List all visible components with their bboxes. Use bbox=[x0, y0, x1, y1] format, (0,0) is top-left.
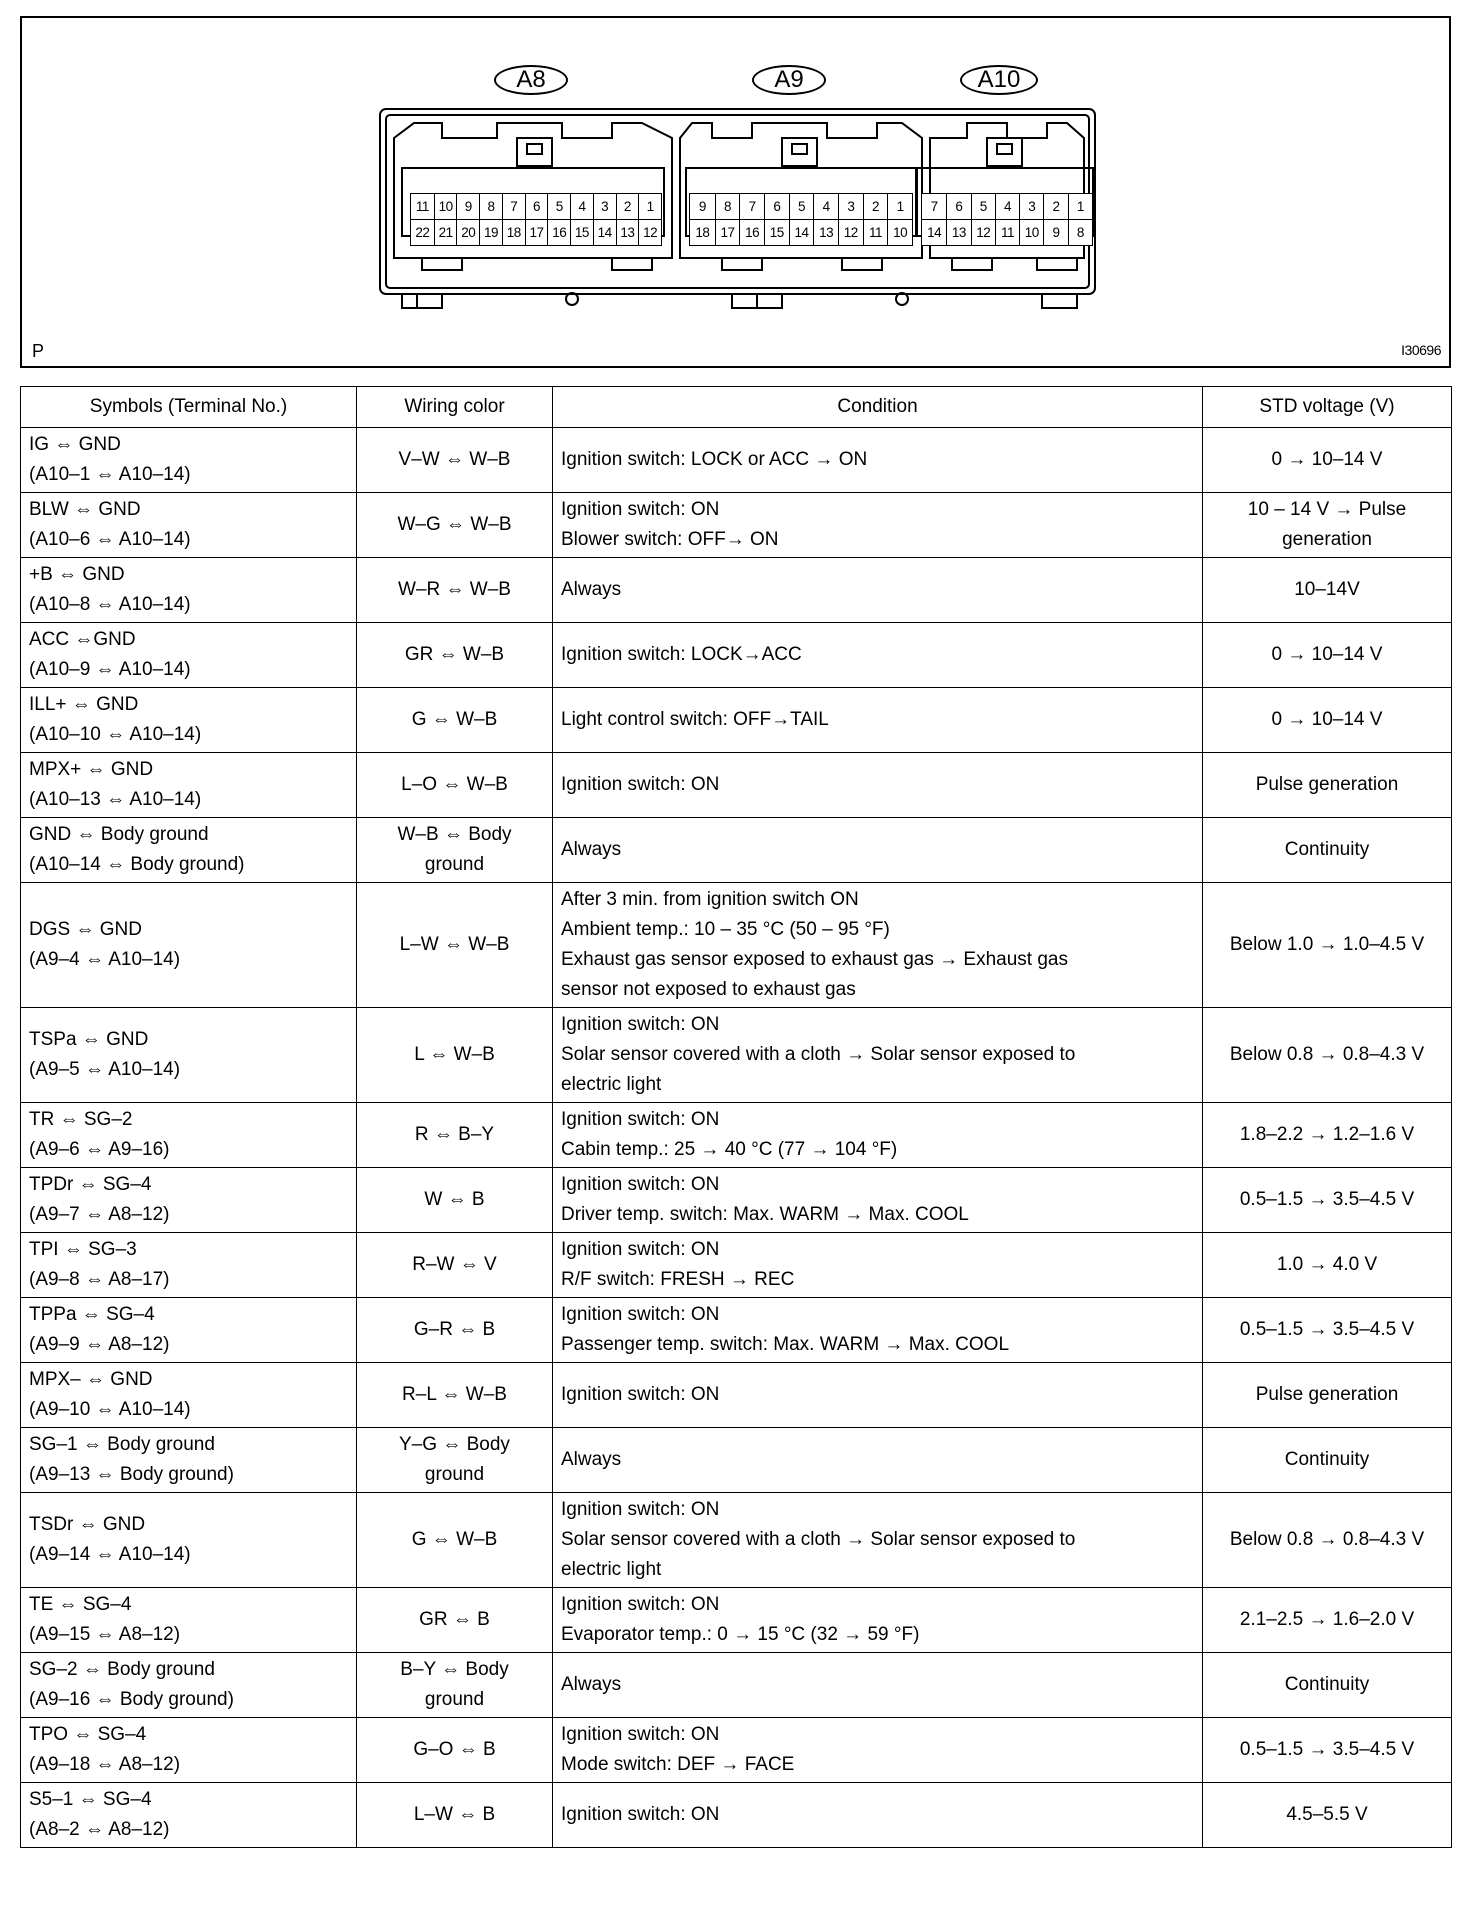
condition-cell-line: electric light bbox=[561, 1559, 662, 1580]
symbol-cell-line: TPDr ⇔ SG–4 bbox=[29, 1174, 152, 1195]
figure-id: I30696 bbox=[1401, 342, 1441, 358]
symbol-cell-line: TSPa ⇔ GND bbox=[29, 1029, 149, 1050]
symbol-cell bbox=[21, 1783, 357, 1848]
wiring-color-cell bbox=[357, 428, 553, 493]
pin-a9-17: 17 bbox=[715, 220, 740, 245]
symbol-cell-line: IG ⇔ GND bbox=[29, 434, 121, 455]
symbol-cell bbox=[21, 1493, 357, 1588]
symbol-cell-line: BLW ⇔ GND bbox=[29, 499, 141, 520]
symbol-cell bbox=[21, 1008, 357, 1103]
wiring-color-cell bbox=[357, 558, 553, 623]
wiring-color-cell-line: Y–G ⇔ Body bbox=[399, 1434, 510, 1455]
symbol-cell-line: S5–1 ⇔ SG–4 bbox=[29, 1789, 152, 1810]
symbol-cell-line: TPPa ⇔ SG–4 bbox=[29, 1304, 155, 1325]
wiring-color-cell-line: G ⇔ W–B bbox=[411, 1529, 498, 1550]
pin-a10-12: 12 bbox=[971, 220, 995, 245]
pin-a9-16: 16 bbox=[739, 220, 764, 245]
condition-cell-line: Ignition switch: ON bbox=[561, 1499, 720, 1520]
symbol-cell-line: (A10–10 ⇔ A10–14) bbox=[29, 724, 202, 745]
pin-a8-17: 17 bbox=[525, 220, 548, 245]
condition-cell-line: Solar sensor covered with a cloth → Solar sensor exposed to bbox=[561, 1529, 1076, 1550]
header-wiring-color: Wiring color bbox=[357, 387, 553, 428]
condition-cell-line: sensor not exposed to exhaust gas bbox=[561, 979, 856, 1000]
pin-a8-14: 14 bbox=[593, 220, 616, 245]
connector-a8-pins bbox=[410, 193, 662, 246]
header-symbols: Symbols (Terminal No.) bbox=[21, 387, 357, 428]
pin-a8-15: 15 bbox=[570, 220, 593, 245]
symbol-cell-line: (A9–18 ⇔ A8–12) bbox=[29, 1754, 181, 1775]
condition-cell-line: electric light bbox=[561, 1074, 662, 1095]
wiring-color-cell bbox=[357, 493, 553, 558]
condition-cell-line: Exhaust gas sensor exposed to exhaust gas → Exhaust gas bbox=[561, 949, 1068, 970]
pin-a9-15: 15 bbox=[764, 220, 789, 245]
std-voltage-cell bbox=[1203, 428, 1452, 493]
condition-cell-line: Blower switch: OFF→ ON bbox=[561, 529, 779, 550]
symbol-cell-line: MPX+ ⇔ GND bbox=[29, 759, 154, 780]
condition-cell-line: R/F switch: FRESH → REC bbox=[561, 1269, 795, 1290]
pin-a9-8: 8 bbox=[715, 194, 740, 220]
connector-a10-pins bbox=[921, 193, 1093, 246]
condition-cell-line: Ignition switch: ON bbox=[561, 1304, 720, 1325]
condition-cell bbox=[553, 493, 1203, 558]
symbol-cell-line: (A9–8 ⇔ A8–17) bbox=[29, 1269, 170, 1290]
std-voltage-cell-line: 2.1–2.5 → 1.6–2.0 V bbox=[1239, 1609, 1415, 1630]
connector-a8-label: A8 bbox=[494, 65, 568, 95]
std-voltage-cell bbox=[1203, 623, 1452, 688]
std-voltage-cell bbox=[1203, 1588, 1452, 1653]
pin-a8-21: 21 bbox=[434, 220, 457, 245]
wiring-color-cell-line: R ⇔ B–Y bbox=[414, 1124, 495, 1145]
pin-a9-14: 14 bbox=[789, 220, 814, 245]
pin-a9-4: 4 bbox=[813, 194, 838, 220]
condition-cell-line: Always bbox=[561, 839, 622, 860]
pin-a9-12: 12 bbox=[838, 220, 863, 245]
pin-a10-4: 4 bbox=[995, 194, 1019, 220]
symbol-cell-line: (A9–13 ⇔ Body ground) bbox=[29, 1464, 234, 1485]
symbol-cell-line: (A9–9 ⇔ A8–12) bbox=[29, 1334, 170, 1355]
pin-a10-1: 1 bbox=[1068, 194, 1092, 220]
condition-cell bbox=[553, 558, 1203, 623]
table-row bbox=[21, 1428, 1452, 1493]
condition-cell bbox=[553, 428, 1203, 493]
condition-cell bbox=[553, 1588, 1203, 1653]
pin-a8-2: 2 bbox=[616, 194, 639, 220]
pin-a9-11: 11 bbox=[863, 220, 888, 245]
std-voltage-cell bbox=[1203, 1363, 1452, 1428]
pin-a8-22: 22 bbox=[415, 225, 430, 240]
pin-a10-7: 7 bbox=[922, 194, 946, 220]
symbol-cell-line: (A10–13 ⇔ A10–14) bbox=[29, 789, 202, 810]
symbol-cell bbox=[21, 493, 357, 558]
pin-a8-12: 12 bbox=[638, 220, 661, 245]
symbol-cell-line: SG–1 ⇔ Body ground bbox=[29, 1434, 215, 1455]
table-row bbox=[21, 688, 1452, 753]
table-row bbox=[21, 1783, 1452, 1848]
condition-cell-line: Cabin temp.: 25 → 40 °C (77 → 104 °F) bbox=[561, 1139, 898, 1160]
wiring-color-cell-line: L–W ⇔ W–B bbox=[399, 934, 510, 955]
condition-cell bbox=[553, 1233, 1203, 1298]
wiring-color-cell bbox=[357, 1783, 553, 1848]
condition-cell-line: Always bbox=[561, 1449, 622, 1470]
condition-cell bbox=[553, 1298, 1203, 1363]
wiring-color-cell bbox=[357, 1233, 553, 1298]
pin-a10-8: 8 bbox=[1068, 220, 1092, 245]
std-voltage-cell-line: 0.5–1.5 → 3.5–4.5 V bbox=[1239, 1319, 1415, 1340]
std-voltage-cell bbox=[1203, 688, 1452, 753]
symbol-cell-line: (A9–6 ⇔ A9–16) bbox=[29, 1139, 170, 1160]
symbol-cell-line: (A9–10 ⇔ A10–14) bbox=[29, 1399, 191, 1420]
pin-a9-6: 6 bbox=[764, 194, 789, 220]
symbol-cell-line: (A9–7 ⇔ A8–12) bbox=[29, 1204, 170, 1225]
wiring-color-cell-line: B–Y ⇔ Body bbox=[400, 1659, 509, 1680]
symbol-cell-line: (A9–4 ⇔ A10–14) bbox=[29, 949, 181, 970]
wiring-color-cell bbox=[357, 688, 553, 753]
condition-cell bbox=[553, 1008, 1203, 1103]
symbol-cell-line: TPO ⇔ SG–4 bbox=[29, 1724, 147, 1745]
wiring-color-cell bbox=[357, 753, 553, 818]
std-voltage-cell-line: 0.5–1.5 → 3.5–4.5 V bbox=[1239, 1739, 1415, 1760]
condition-cell-line: Light control switch: OFF→TAIL bbox=[561, 709, 829, 730]
symbol-cell bbox=[21, 1168, 357, 1233]
table-row bbox=[21, 883, 1452, 1008]
symbol-cell bbox=[21, 1588, 357, 1653]
condition-cell bbox=[553, 688, 1203, 753]
std-voltage-cell bbox=[1203, 1653, 1452, 1718]
wiring-color-cell-line: W–B ⇔ Body bbox=[397, 824, 512, 845]
symbol-cell-line: (A8–2 ⇔ A8–12) bbox=[29, 1819, 170, 1840]
pin-a8-4: 4 bbox=[570, 194, 593, 220]
symbol-cell-line: (A10–8 ⇔ A10–14) bbox=[29, 594, 191, 615]
std-voltage-cell bbox=[1203, 1493, 1452, 1588]
symbol-cell-line: (A9–14 ⇔ A10–14) bbox=[29, 1544, 191, 1565]
symbol-cell bbox=[21, 1718, 357, 1783]
condition-cell-line: Ignition switch: ON bbox=[561, 1594, 720, 1615]
pin-a9-7: 7 bbox=[739, 194, 764, 220]
wiring-color-cell-line: G–R ⇔ B bbox=[413, 1319, 496, 1340]
pin-a9-18: 18 bbox=[695, 225, 710, 240]
pin-a10-13: 13 bbox=[946, 220, 970, 245]
symbol-cell bbox=[21, 1653, 357, 1718]
pin-a8-6: 6 bbox=[525, 194, 548, 220]
condition-cell bbox=[553, 1653, 1203, 1718]
std-voltage-cell-line: 0 → 10–14 V bbox=[1271, 449, 1383, 470]
std-voltage-cell bbox=[1203, 883, 1452, 1008]
wiring-color-cell bbox=[357, 1493, 553, 1588]
table-row bbox=[21, 1718, 1452, 1783]
table-row bbox=[21, 1233, 1452, 1298]
table-row bbox=[21, 1588, 1452, 1653]
condition-cell-line: Always bbox=[561, 579, 622, 600]
symbol-cell-line: (A10–14 ⇔ Body ground) bbox=[29, 854, 245, 875]
pin-a8-13: 13 bbox=[616, 220, 639, 245]
wiring-color-cell-line: L ⇔ W–B bbox=[414, 1044, 495, 1065]
std-voltage-cell-line: 1.0 → 4.0 V bbox=[1276, 1254, 1378, 1275]
condition-cell bbox=[553, 1103, 1203, 1168]
pin-a10-3: 3 bbox=[1019, 194, 1043, 220]
wiring-color-cell-line: R–W ⇔ V bbox=[412, 1254, 497, 1275]
pin-a10-9: 9 bbox=[1043, 220, 1067, 245]
std-voltage-cell-line: 4.5–5.5 V bbox=[1286, 1804, 1368, 1825]
header-std-voltage: STD voltage (V) bbox=[1203, 387, 1452, 428]
std-voltage-cell-line: Pulse generation bbox=[1255, 1384, 1399, 1405]
std-voltage-cell bbox=[1203, 818, 1452, 883]
pin-a9-9: 9 bbox=[690, 194, 715, 220]
header-condition: Condition bbox=[553, 387, 1203, 428]
std-voltage-cell bbox=[1203, 1428, 1452, 1493]
condition-cell-line: Ignition switch: ON bbox=[561, 1174, 720, 1195]
table-row bbox=[21, 558, 1452, 623]
symbol-cell bbox=[21, 1298, 357, 1363]
wiring-color-cell-line: GR ⇔ B bbox=[419, 1609, 490, 1630]
condition-cell-line: Passenger temp. switch: Max. WARM → Max. COOL bbox=[561, 1334, 1010, 1355]
pin-a8-19: 19 bbox=[479, 220, 502, 245]
table-row bbox=[21, 1103, 1452, 1168]
table-row bbox=[21, 753, 1452, 818]
condition-cell-line: Ignition switch: ON bbox=[561, 1239, 720, 1260]
table-row bbox=[21, 1298, 1452, 1363]
symbol-cell-line: (A10–1 ⇔ A10–14) bbox=[29, 464, 191, 485]
std-voltage-cell-line: Continuity bbox=[1284, 839, 1370, 860]
symbol-cell-line: MPX– ⇔ GND bbox=[29, 1369, 153, 1390]
table-row bbox=[21, 493, 1452, 558]
symbol-cell-line: (A9–16 ⇔ Body ground) bbox=[29, 1689, 234, 1710]
symbol-cell-line: ACC ⇔GND bbox=[29, 629, 136, 650]
std-voltage-cell bbox=[1203, 753, 1452, 818]
symbol-cell-line: GND ⇔ Body ground bbox=[29, 824, 209, 845]
pin-a10-14: 14 bbox=[927, 225, 942, 240]
connector-a9-label: A9 bbox=[752, 65, 826, 95]
std-voltage-cell-line: Pulse generation bbox=[1255, 774, 1399, 795]
wiring-color-cell-line: L–W ⇔ B bbox=[413, 1804, 496, 1825]
std-voltage-cell-line: Continuity bbox=[1284, 1449, 1370, 1470]
wiring-color-cell-line: G–O ⇔ B bbox=[413, 1739, 496, 1760]
symbol-cell-line: DGS ⇔ GND bbox=[29, 919, 142, 940]
wiring-color-cell bbox=[357, 1008, 553, 1103]
pin-a8-20: 20 bbox=[456, 220, 479, 245]
symbol-cell bbox=[21, 883, 357, 1008]
wiring-color-cell-line: L–O ⇔ W–B bbox=[401, 774, 508, 795]
wiring-color-cell bbox=[357, 1168, 553, 1233]
wiring-color-cell bbox=[357, 623, 553, 688]
wiring-color-cell bbox=[357, 1428, 553, 1493]
symbol-cell bbox=[21, 818, 357, 883]
symbol-cell bbox=[21, 1233, 357, 1298]
condition-cell bbox=[553, 623, 1203, 688]
condition-cell-line: Mode switch: DEF → FACE bbox=[561, 1754, 795, 1775]
symbol-cell-line: ILL+ ⇔ GND bbox=[29, 694, 139, 715]
wiring-color-cell bbox=[357, 1653, 553, 1718]
pin-a10-10: 10 bbox=[1019, 220, 1043, 245]
condition-cell-line: Driver temp. switch: Max. WARM → Max. COOL bbox=[561, 1204, 969, 1225]
symbol-cell bbox=[21, 1363, 357, 1428]
condition-cell-line: Solar sensor covered with a cloth → Solar sensor exposed to bbox=[561, 1044, 1076, 1065]
std-voltage-cell-line: 10–14V bbox=[1294, 579, 1360, 600]
table-header-row bbox=[21, 387, 1452, 428]
symbol-cell-line: TR ⇔ SG–2 bbox=[29, 1109, 133, 1130]
table-row bbox=[21, 1493, 1452, 1588]
wiring-color-cell-line: W ⇔ B bbox=[424, 1189, 485, 1210]
symbol-cell bbox=[21, 688, 357, 753]
std-voltage-cell-line: 0 → 10–14 V bbox=[1271, 709, 1383, 730]
symbol-cell-line: TSDr ⇔ GND bbox=[29, 1514, 146, 1535]
std-voltage-cell-line: Below 0.8 → 0.8–4.3 V bbox=[1229, 1044, 1425, 1065]
symbol-cell bbox=[21, 623, 357, 688]
std-voltage-cell-line: 1.8–2.2 → 1.2–1.6 V bbox=[1239, 1124, 1415, 1145]
symbol-cell bbox=[21, 1428, 357, 1493]
condition-cell bbox=[553, 1428, 1203, 1493]
wiring-color-cell-line: V–W ⇔ W–B bbox=[398, 449, 511, 470]
std-voltage-cell bbox=[1203, 1298, 1452, 1363]
condition-cell bbox=[553, 753, 1203, 818]
condition-cell-line: Evaporator temp.: 0 → 15 °C (32 → 59 °F) bbox=[561, 1624, 920, 1645]
wiring-color-cell bbox=[357, 1363, 553, 1428]
std-voltage-cell bbox=[1203, 1233, 1452, 1298]
symbol-cell-line: TPI ⇔ SG–3 bbox=[29, 1239, 137, 1260]
std-voltage-cell-line: 0.5–1.5 → 3.5–4.5 V bbox=[1239, 1189, 1415, 1210]
std-voltage-cell-line: 10 – 14 V → Pulse bbox=[1247, 499, 1407, 520]
condition-cell-line: Ambient temp.: 10 – 35 °C (50 – 95 °F) bbox=[561, 919, 890, 940]
pin-a8-9: 9 bbox=[456, 194, 479, 220]
connector-diagram bbox=[20, 16, 1451, 368]
table-row bbox=[21, 1168, 1452, 1233]
symbol-cell-line: +B ⇔ GND bbox=[29, 564, 125, 585]
connector-a9-pins bbox=[689, 193, 913, 246]
table-row bbox=[21, 1363, 1452, 1428]
condition-cell bbox=[553, 883, 1203, 1008]
table-row bbox=[21, 1653, 1452, 1718]
condition-cell-line: Ignition switch: ON bbox=[561, 1014, 720, 1035]
pin-a8-10: 10 bbox=[434, 194, 457, 220]
wiring-color-cell-line: ground bbox=[424, 1689, 485, 1710]
symbol-cell bbox=[21, 753, 357, 818]
wiring-color-cell bbox=[357, 1103, 553, 1168]
symbol-cell bbox=[21, 428, 357, 493]
condition-cell bbox=[553, 818, 1203, 883]
pin-a8-7: 7 bbox=[502, 194, 525, 220]
symbol-cell-line: SG–2 ⇔ Body ground bbox=[29, 1659, 215, 1680]
wiring-color-cell bbox=[357, 1718, 553, 1783]
symbol-cell bbox=[21, 558, 357, 623]
pin-a9-1: 1 bbox=[887, 194, 912, 220]
condition-cell bbox=[553, 1363, 1203, 1428]
wiring-color-cell-line: ground bbox=[424, 1464, 485, 1485]
condition-cell-line: Ignition switch: ON bbox=[561, 1724, 720, 1745]
terminal-voltage-table bbox=[20, 386, 1452, 1848]
pin-a9-13: 13 bbox=[813, 220, 838, 245]
pin-a10-5: 5 bbox=[971, 194, 995, 220]
condition-cell-line: Ignition switch: ON bbox=[561, 1109, 720, 1130]
pin-a9-2: 2 bbox=[863, 194, 888, 220]
std-voltage-cell-line: generation bbox=[1282, 529, 1372, 550]
table-row bbox=[21, 428, 1452, 493]
std-voltage-cell bbox=[1203, 558, 1452, 623]
condition-cell bbox=[553, 1718, 1203, 1783]
table-body bbox=[21, 428, 1452, 1848]
wiring-color-cell bbox=[357, 1298, 553, 1363]
symbol-cell bbox=[21, 1103, 357, 1168]
std-voltage-cell bbox=[1203, 1103, 1452, 1168]
std-voltage-cell bbox=[1203, 1008, 1452, 1103]
condition-cell bbox=[553, 1168, 1203, 1233]
pin-a8-8: 8 bbox=[479, 194, 502, 220]
wiring-color-cell bbox=[357, 883, 553, 1008]
symbol-cell-line: (A9–5 ⇔ A10–14) bbox=[29, 1059, 181, 1080]
connector-a10-label: A10 bbox=[960, 65, 1038, 95]
condition-cell-line: After 3 min. from ignition switch ON bbox=[561, 889, 859, 910]
pin-a8-1: 1 bbox=[638, 194, 661, 220]
std-voltage-cell bbox=[1203, 1718, 1452, 1783]
condition-cell-line: Ignition switch: ON bbox=[561, 499, 720, 520]
std-voltage-cell bbox=[1203, 1168, 1452, 1233]
std-voltage-cell bbox=[1203, 493, 1452, 558]
wiring-color-cell bbox=[357, 1588, 553, 1653]
table-row bbox=[21, 623, 1452, 688]
condition-cell-line: Ignition switch: ON bbox=[561, 774, 720, 795]
pin-a10-2: 2 bbox=[1043, 194, 1067, 220]
condition-cell-line: Ignition switch: LOCK→ACC bbox=[561, 644, 802, 665]
pin-a8-3: 3 bbox=[593, 194, 616, 220]
wiring-color-cell-line: W–G ⇔ W–B bbox=[397, 514, 512, 535]
std-voltage-cell-line: 0 → 10–14 V bbox=[1271, 644, 1383, 665]
pin-a8-11: 11 bbox=[411, 194, 434, 220]
std-voltage-cell-line: Below 1.0 → 1.0–4.5 V bbox=[1229, 934, 1425, 955]
wiring-color-cell-line: W–R ⇔ W–B bbox=[398, 579, 511, 600]
wiring-color-cell-line: GR ⇔ W–B bbox=[404, 644, 505, 665]
pin-a8-5: 5 bbox=[547, 194, 570, 220]
std-voltage-cell bbox=[1203, 1783, 1452, 1848]
std-voltage-cell-line: Below 0.8 → 0.8–4.3 V bbox=[1229, 1529, 1425, 1550]
symbol-cell-line: TE ⇔ SG–4 bbox=[29, 1594, 132, 1615]
std-voltage-cell-line: Continuity bbox=[1284, 1674, 1370, 1695]
condition-cell bbox=[553, 1783, 1203, 1848]
wiring-color-cell-line: ground bbox=[424, 854, 485, 875]
condition-cell-line: Ignition switch: LOCK or ACC → ON bbox=[561, 449, 868, 470]
table-row bbox=[21, 1008, 1452, 1103]
pin-a10-6: 6 bbox=[946, 194, 970, 220]
symbol-cell-line: (A10–6 ⇔ A10–14) bbox=[29, 529, 191, 550]
wiring-color-cell bbox=[357, 818, 553, 883]
condition-cell-line: Always bbox=[561, 1674, 622, 1695]
condition-cell bbox=[553, 1493, 1203, 1588]
pin-a10-11: 11 bbox=[995, 220, 1019, 245]
wiring-color-cell-line: R–L ⇔ W–B bbox=[402, 1384, 507, 1405]
pin-a9-10: 10 bbox=[887, 220, 912, 245]
table-row bbox=[21, 818, 1452, 883]
pin-a8-16: 16 bbox=[547, 220, 570, 245]
pin-a9-5: 5 bbox=[789, 194, 814, 220]
symbol-cell-line: (A9–15 ⇔ A8–12) bbox=[29, 1624, 181, 1645]
wiring-color-cell-line: G ⇔ W–B bbox=[411, 709, 498, 730]
pin-a9-3: 3 bbox=[838, 194, 863, 220]
pin-a8-18: 18 bbox=[502, 220, 525, 245]
view-letter: P bbox=[32, 341, 45, 361]
condition-cell-line: Ignition switch: ON bbox=[561, 1804, 720, 1825]
symbol-cell-line: (A10–9 ⇔ A10–14) bbox=[29, 659, 191, 680]
condition-cell-line: Ignition switch: ON bbox=[561, 1384, 720, 1405]
